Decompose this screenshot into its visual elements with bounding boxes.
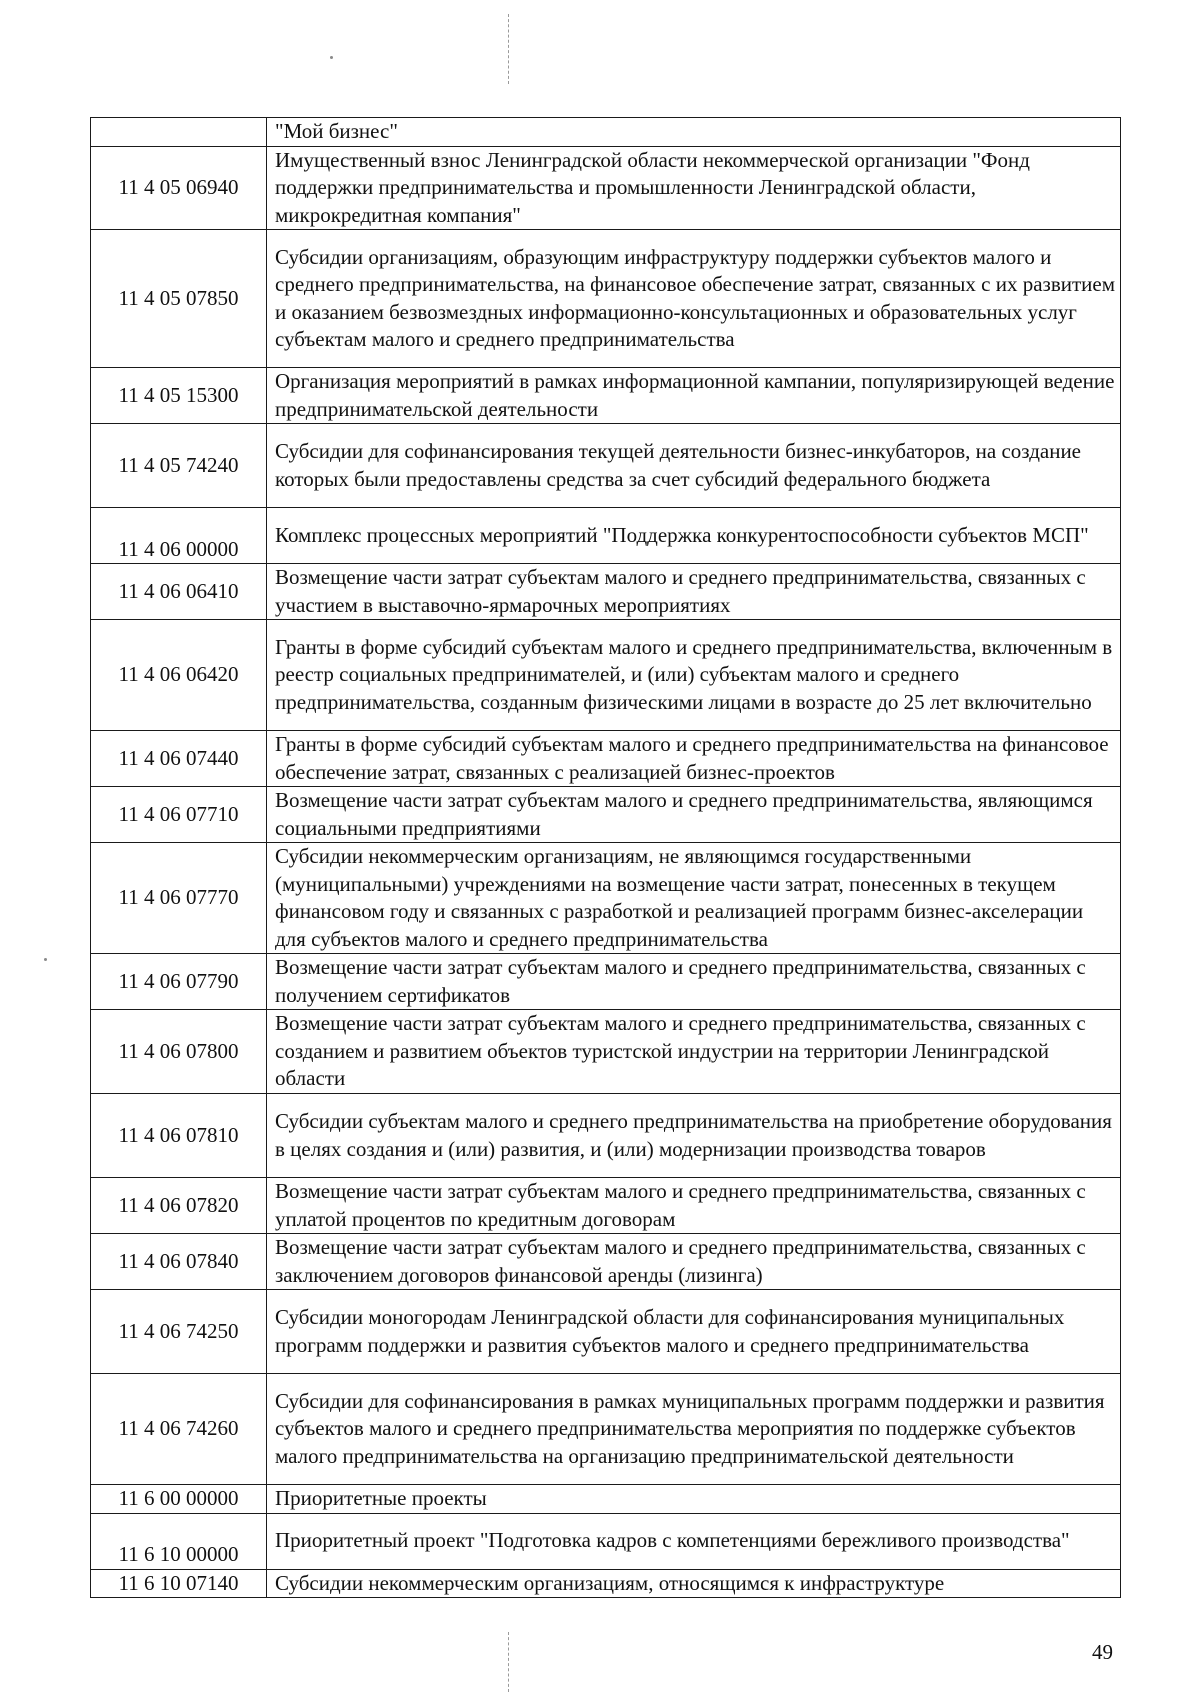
expense-name: Приоритетный проект "Подготовка кадров с компетенциями бережливого производства" — [267, 1513, 1121, 1569]
expense-name: Возмещение части затрат субъектам малого и среднего предпринимательства, связанных с уплатой процентов по кредитным договорам — [267, 1178, 1121, 1234]
table-row — [91, 1485, 1121, 1514]
classification-code: 11 4 06 06420 — [91, 620, 267, 731]
expense-name: Гранты в форме субсидий субъектам малого и среднего предпринимательства, включенным в реестр социальных предпринимателей, и (или) субъектам малого и среднего предпринимательства, созданным физическими лицами в возрасте до 25 лет включительно — [267, 620, 1121, 731]
expense-name: Возмещение части затрат субъектам малого и среднего предпринимательства, связанных с участием в выставочно-ярмарочных мероприятиях — [267, 564, 1121, 620]
table-row — [91, 1569, 1121, 1598]
classification-code: 11 4 06 74260 — [91, 1374, 267, 1485]
table-row — [91, 508, 1121, 564]
table-row — [91, 1094, 1121, 1178]
expense-name: Возмещение части затрат субъектам малого и среднего предпринимательства, связанных с заключением договоров финансовой аренды (лизинга) — [267, 1234, 1121, 1290]
expense-name: Приоритетные проекты — [267, 1485, 1121, 1514]
table-row — [91, 424, 1121, 508]
scan-fold-mark-top — [508, 14, 509, 84]
expense-name: Возмещение части затрат субъектам малого и среднего предпринимательства, связанных с получением сертификатов — [267, 954, 1121, 1010]
scan-fold-mark-bottom — [508, 1632, 509, 1692]
expense-name: Субсидии некоммерческим организациям, относящимся к инфраструктуре — [267, 1569, 1121, 1598]
table-row — [91, 1010, 1121, 1094]
expense-name: Возмещение части затрат субъектам малого и среднего предпринимательства, связанных с созданием и развитием объектов туристской индустрии на территории Ленинградской области — [267, 1010, 1121, 1094]
table-row — [91, 954, 1121, 1010]
classification-code: 11 4 05 74240 — [91, 424, 267, 508]
table-row — [91, 368, 1121, 424]
classification-code: 11 4 06 00000 — [91, 508, 267, 564]
classification-code: 11 4 06 07800 — [91, 1010, 267, 1094]
classification-code: 11 4 05 07850 — [91, 230, 267, 368]
expense-name: Имущественный взнос Ленинградской области некоммерческой организации "Фонд поддержки предпринимательства и промышленности Ленинградской области, микрокредитная компания" — [267, 146, 1121, 230]
expense-name: Комплекс процессных мероприятий "Поддержка конкурентоспособности субъектов МСП" — [267, 508, 1121, 564]
expense-name: Субсидии некоммерческим организациям, не являющимся государственными (муниципальными) учреждениями на возмещение части затрат, понесенных в текущем финансовом году и связанных с разработкой и реализацией программ бизнес-акселерации для субъектов малого и среднего предпринимательства — [267, 843, 1121, 954]
expense-name: Субсидии для софинансирования текущей деятельности бизнес-инкубаторов, на создание которых были предоставлены средства за счет субсидий федерального бюджета — [267, 424, 1121, 508]
table-row — [91, 731, 1121, 787]
table-row — [91, 787, 1121, 843]
classification-code: 11 6 00 00000 — [91, 1485, 267, 1514]
classification-code: 11 4 06 07840 — [91, 1234, 267, 1290]
classification-code: 11 4 06 07790 — [91, 954, 267, 1010]
classification-code: 11 4 06 74250 — [91, 1290, 267, 1374]
classification-code: 11 4 06 07710 — [91, 787, 267, 843]
expense-name: Субсидии организациям, образующим инфраструктуру поддержки субъектов малого и среднего предпринимательства, на финансовое обеспечение затрат, связанных с их развитием и оказанием безвозмездных информационно-консультационных и образовательных услуг субъектам малого и среднего предпринимательства — [267, 230, 1121, 368]
budget-classification-table — [90, 117, 1121, 1598]
table-row — [91, 146, 1121, 230]
classification-code: 11 4 06 07440 — [91, 731, 267, 787]
classification-code: 11 4 05 15300 — [91, 368, 267, 424]
expense-name: Гранты в форме субсидий субъектам малого и среднего предпринимательства на финансовое обеспечение затрат, связанных с реализацией бизнес-проектов — [267, 731, 1121, 787]
table-row — [91, 1234, 1121, 1290]
expense-name: "Мой бизнес" — [267, 118, 1121, 147]
table-row — [91, 1374, 1121, 1485]
expense-name: Субсидии субъектам малого и среднего предпринимательства на приобретение оборудования в целях создания и (или) развития, и (или) модернизации производства товаров — [267, 1094, 1121, 1178]
table-row — [91, 620, 1121, 731]
classification-code: 11 6 10 07140 — [91, 1569, 267, 1598]
table-row — [91, 564, 1121, 620]
expense-name: Возмещение части затрат субъектам малого и среднего предпринимательства, являющимся социальными предприятиями — [267, 787, 1121, 843]
expense-name: Организация мероприятий в рамках информационной кампании, популяризирующей ведение предпринимательской деятельности — [267, 368, 1121, 424]
classification-code: 11 4 06 07770 — [91, 843, 267, 954]
classification-code: 11 4 05 06940 — [91, 146, 267, 230]
page-number: 49 — [1092, 1640, 1113, 1664]
classification-code: 11 6 10 00000 — [91, 1513, 267, 1569]
table-row — [91, 1513, 1121, 1569]
classification-code: 11 4 06 07820 — [91, 1178, 267, 1234]
table-row — [91, 118, 1121, 147]
scan-speck — [330, 56, 333, 59]
classification-code: 11 4 06 07810 — [91, 1094, 267, 1178]
scan-speck — [44, 958, 47, 961]
table-row — [91, 843, 1121, 954]
table-row — [91, 1290, 1121, 1374]
expense-name: Субсидии моногородам Ленинградской области для софинансирования муниципальных программ поддержки и развития субъектов малого и среднего предпринимательства — [267, 1290, 1121, 1374]
classification-code — [91, 118, 267, 147]
expense-name: Субсидии для софинансирования в рамках муниципальных программ поддержки и развития субъектов малого и среднего предпринимательства мероприятия по поддержке субъектов малого предпринимательства на организацию предпринимательской деятельности — [267, 1374, 1121, 1485]
classification-code: 11 4 06 06410 — [91, 564, 267, 620]
table-row — [91, 1178, 1121, 1234]
table-row — [91, 230, 1121, 368]
